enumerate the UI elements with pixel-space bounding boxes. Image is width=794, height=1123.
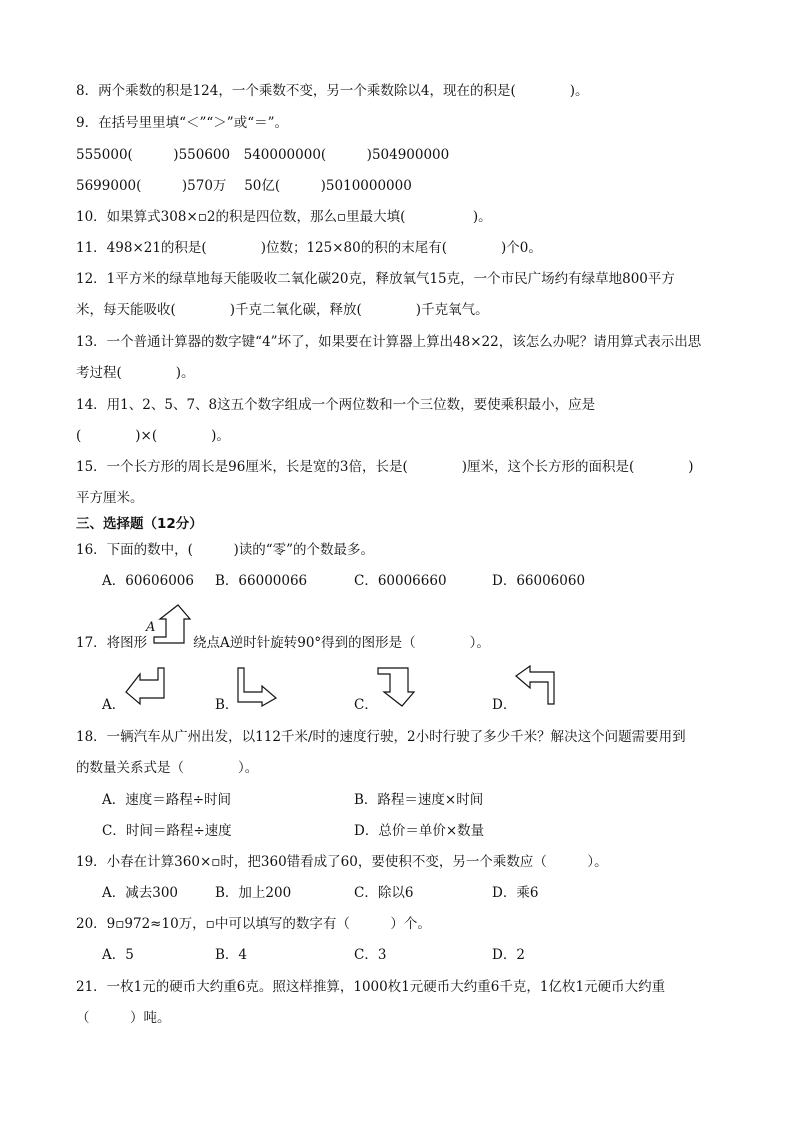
q16-option-d[interactable]: D．66006060 <box>492 573 586 589</box>
q17-option-c[interactable]: C． <box>354 697 378 713</box>
question-21-line-1: 21．一枚1元的硬币大约重6克。照这样推算，1000枚1元硬币大约重6千克，1亿枚1元硬币大约重 <box>76 979 666 995</box>
question-18-line-1: 18．一辆汽车从广州出发，以112千米/时的速度行驶，2小时行驶了多少千米？解决这个问题需要用到 <box>76 729 686 745</box>
question-9-row-2: 5699000( )570万 50亿( )5010000000 <box>76 178 412 194</box>
q17-option-d-arrow-icon[interactable] <box>512 664 558 710</box>
question-17-suffix: 绕点A逆时针旋转90°得到的图形是（ ）。 <box>193 635 490 651</box>
q18-option-a[interactable]: A．速度＝路程÷时间 <box>102 792 232 808</box>
q18-option-d[interactable]: D．总价＝单价×数量 <box>354 823 485 839</box>
question-21-line-2: （ ）吨。 <box>76 1010 171 1026</box>
question-15-line-1: 15．一个长方形的周长是96厘米，长是宽的3倍，长是( )厘米，这个长方形的面积是( ) <box>76 459 694 475</box>
q19-option-c[interactable]: C．除以6 <box>354 885 414 901</box>
question-13-line-2: 考过程( )。 <box>76 365 195 381</box>
q18-option-c[interactable]: C．时间＝路程÷速度 <box>102 823 232 839</box>
q18-option-b[interactable]: B．路程＝速度×时间 <box>354 792 484 808</box>
q17-option-b-arrow-icon[interactable] <box>234 664 280 710</box>
q20-option-b[interactable]: B．4 <box>215 947 248 963</box>
question-9-row-1: 555000( )550600 540000000( )504900000 <box>76 147 450 163</box>
q19-option-b[interactable]: B．加上200 <box>215 885 292 901</box>
question-18-line-2: 的数量关系式是（ ）。 <box>76 760 259 776</box>
question-13-line-1: 13．一个普通计算器的数字键“4”坏了，如果要在计算器上算出48×22，该怎么办呢？请用算式表示出思 <box>76 334 702 350</box>
q20-option-a[interactable]: A．5 <box>102 947 134 963</box>
q19-option-d[interactable]: D．乘6 <box>492 885 539 901</box>
q19-option-a[interactable]: A．减去300 <box>102 885 179 901</box>
q20-option-c[interactable]: C．3 <box>354 947 387 963</box>
question-10: 10．如果算式308×▫2的积是四位数，那么▫里最大填( )。 <box>76 209 492 225</box>
question-15-line-2: 平方厘米。 <box>76 490 144 506</box>
rotation-point-label: A <box>146 620 156 635</box>
q16-option-c[interactable]: C．60006660 <box>354 573 447 589</box>
q17-option-d[interactable]: D． <box>492 697 517 713</box>
section-3-heading: 三、选择题（12分） <box>76 516 203 532</box>
question-20: 20．9▫972≈10万，▫中可以填写的数字有（ ）个。 <box>76 916 431 932</box>
q17-option-a[interactable]: A． <box>102 697 126 713</box>
q16-option-b[interactable]: B．66000066 <box>215 573 308 589</box>
question-12-line-1: 12．1平方米的绿草地每天能吸收二氧化碳20克，释放氧气15克，一个市民广场约有绿草地800平方 <box>76 271 675 287</box>
question-14-line-2: ( )×( )。 <box>76 428 230 444</box>
question-14-line-1: 14．用1、2、5、7、8这五个数字组成一个两位数和一个三位数，要使乘积最小，应是 <box>76 397 596 413</box>
question-8: 8．两个乘数的积是124，一个乘数不变，另一个乘数除以4，现在的积是( )。 <box>76 83 589 99</box>
question-9: 9．在括号里里填“＜”“＞”或“＝”。 <box>76 115 288 131</box>
original-arrow-figure <box>150 603 194 649</box>
q17-option-b[interactable]: B． <box>215 697 239 713</box>
q17-option-c-arrow-icon[interactable] <box>374 664 418 710</box>
q20-option-d[interactable]: D．2 <box>492 947 525 963</box>
q17-option-a-arrow-icon[interactable] <box>124 664 168 710</box>
question-19: 19．小春在计算360×▫时，把360错看成了60，要使积不变，另一个乘数应（ ）。 <box>76 854 608 870</box>
question-12-line-2: 米，每天能吸收( )千克二氧化碳，释放( )千克氧气。 <box>76 302 489 318</box>
q16-option-a[interactable]: A．60606006 <box>102 573 194 589</box>
question-17-prefix: 17．将图形 <box>76 635 148 651</box>
question-16: 16．下面的数中，( )读的“零”的个数最多。 <box>76 542 375 558</box>
question-11: 11．498×21的积是( )位数；125×80的积的末尾有( )个0。 <box>76 240 542 256</box>
